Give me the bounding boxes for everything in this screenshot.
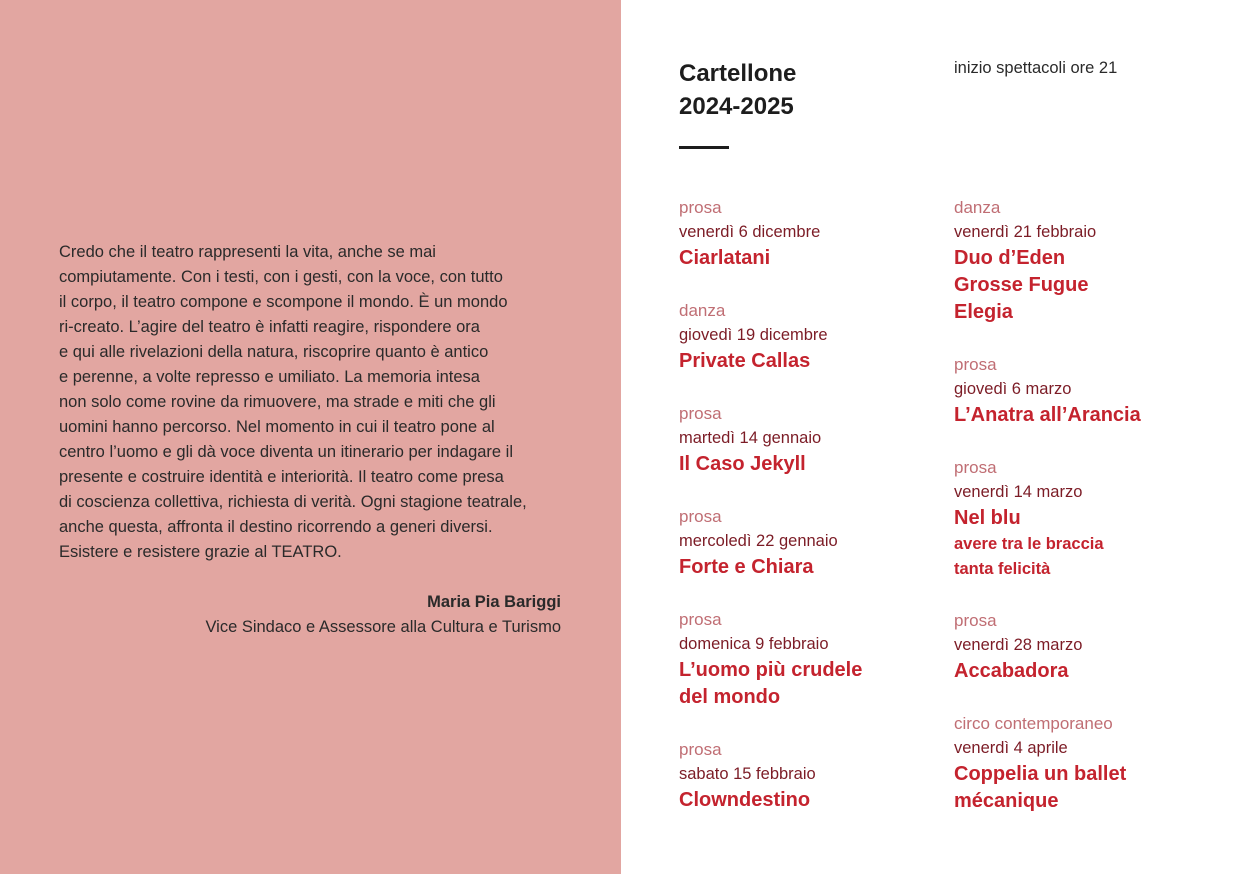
intro-line: compiutamente. Con i testi, con i gesti, con la voce, con tutto — [59, 268, 503, 286]
event-subtitle: avere tra le braccia — [954, 535, 1104, 553]
event-title: Coppelia un ballet — [954, 763, 1127, 785]
event-title: Accabadora — [954, 660, 1069, 682]
event-item — [954, 352, 1224, 429]
event-genre: danza — [679, 301, 726, 320]
event-item — [954, 455, 1224, 582]
event-item — [954, 195, 1224, 326]
event-genre: prosa — [679, 198, 722, 217]
event-item — [954, 711, 1224, 815]
event-date: giovedì 6 marzo — [954, 380, 1072, 398]
intro-line: Esistere e resistere grazie al TEATRO. — [59, 543, 342, 561]
event-title: Forte e Chiara — [679, 556, 814, 578]
event-genre: prosa — [954, 355, 997, 374]
event-genre: prosa — [679, 610, 722, 629]
event-genre: prosa — [679, 404, 722, 423]
event-date: giovedì 19 dicembre — [679, 326, 828, 344]
intro-text — [59, 240, 569, 565]
event-title: mécanique — [954, 790, 1059, 812]
event-date: venerdì 4 aprile — [954, 739, 1068, 757]
intro-line: di coscienza collettiva, richiesta di verità. Ogni stagione teatrale, — [59, 493, 527, 511]
event-item — [679, 504, 939, 581]
showtime-note: inizio spettacoli ore 21 — [954, 59, 1118, 77]
event-date: sabato 15 febbraio — [679, 765, 816, 783]
event-title: Elegia — [954, 301, 1013, 323]
event-title: Grosse Fugue — [954, 274, 1089, 296]
event-date: venerdì 28 marzo — [954, 636, 1083, 654]
event-item — [954, 608, 1224, 685]
event-title: Ciarlatani — [679, 247, 771, 269]
event-date: venerdì 21 febbraio — [954, 223, 1097, 241]
intro-line: e perenne, a volte represso e umiliato. La memoria intesa — [59, 368, 480, 386]
event-date: venerdì 6 dicembre — [679, 223, 821, 241]
event-date: venerdì 14 marzo — [954, 483, 1083, 501]
event-genre: prosa — [679, 507, 722, 526]
event-genre: danza — [954, 198, 1001, 217]
title-line: 2024-2025 — [679, 93, 794, 120]
intro-line: uomini hanno percorso. Nel momento in cui il teatro pone al — [59, 418, 495, 436]
event-title: L’Anatra all’Arancia — [954, 404, 1141, 426]
signature — [59, 590, 561, 640]
title-divider — [679, 146, 729, 149]
signature-name: Maria Pia Bariggi — [427, 593, 561, 611]
events-column-2 — [954, 195, 1224, 815]
title-line: Cartellone — [679, 60, 797, 87]
event-item — [679, 298, 939, 375]
intro-line: presente e costruire identità e interiorità. Il teatro come presa — [59, 468, 504, 486]
event-genre: prosa — [954, 458, 997, 477]
event-item — [679, 401, 939, 478]
intro-line: anche questa, affronta il destino ricorrendo a generi diversi. — [59, 518, 493, 536]
event-title: Il Caso Jekyll — [679, 453, 806, 475]
event-item — [679, 195, 939, 272]
intro-line: non solo come rovine da rimuovere, ma strade e miti che gli — [59, 393, 496, 411]
event-title: Duo d’Eden — [954, 247, 1066, 269]
signature-role: Vice Sindaco e Assessore alla Cultura e Turismo — [205, 618, 561, 636]
event-title: del mondo — [679, 686, 781, 708]
event-genre: circo contemporaneo — [954, 714, 1113, 733]
intro-line: ri-creato. L’agire del teatro è infatti reagire, rispondere ora — [59, 318, 480, 336]
event-item — [679, 737, 939, 814]
events-column-1 — [679, 195, 939, 814]
event-date: mercoledì 22 gennaio — [679, 532, 838, 550]
event-genre: prosa — [954, 611, 997, 630]
intro-line: il corpo, il teatro compone e scompone il mondo. È un mondo — [59, 293, 508, 311]
event-date: domenica 9 febbraio — [679, 635, 829, 653]
event-title: Nel blu — [954, 507, 1021, 529]
intro-line: e qui alle rivelazioni della natura, riscoprire quanto è antico — [59, 343, 489, 361]
event-genre: prosa — [679, 740, 722, 759]
event-title: Clowndestino — [679, 789, 811, 811]
event-title: L’uomo più crudele — [679, 659, 863, 681]
intro-line: centro l’uomo e gli dà voce diventa un itinerario per indagare il — [59, 443, 514, 461]
event-subtitle: tanta felicità — [954, 560, 1051, 578]
event-title: Private Callas — [679, 350, 811, 372]
intro-line: Credo che il teatro rappresenti la vita, anche se mai — [59, 243, 436, 261]
event-item — [679, 607, 939, 711]
event-date: martedì 14 gennaio — [679, 429, 822, 447]
page-title — [679, 57, 796, 123]
